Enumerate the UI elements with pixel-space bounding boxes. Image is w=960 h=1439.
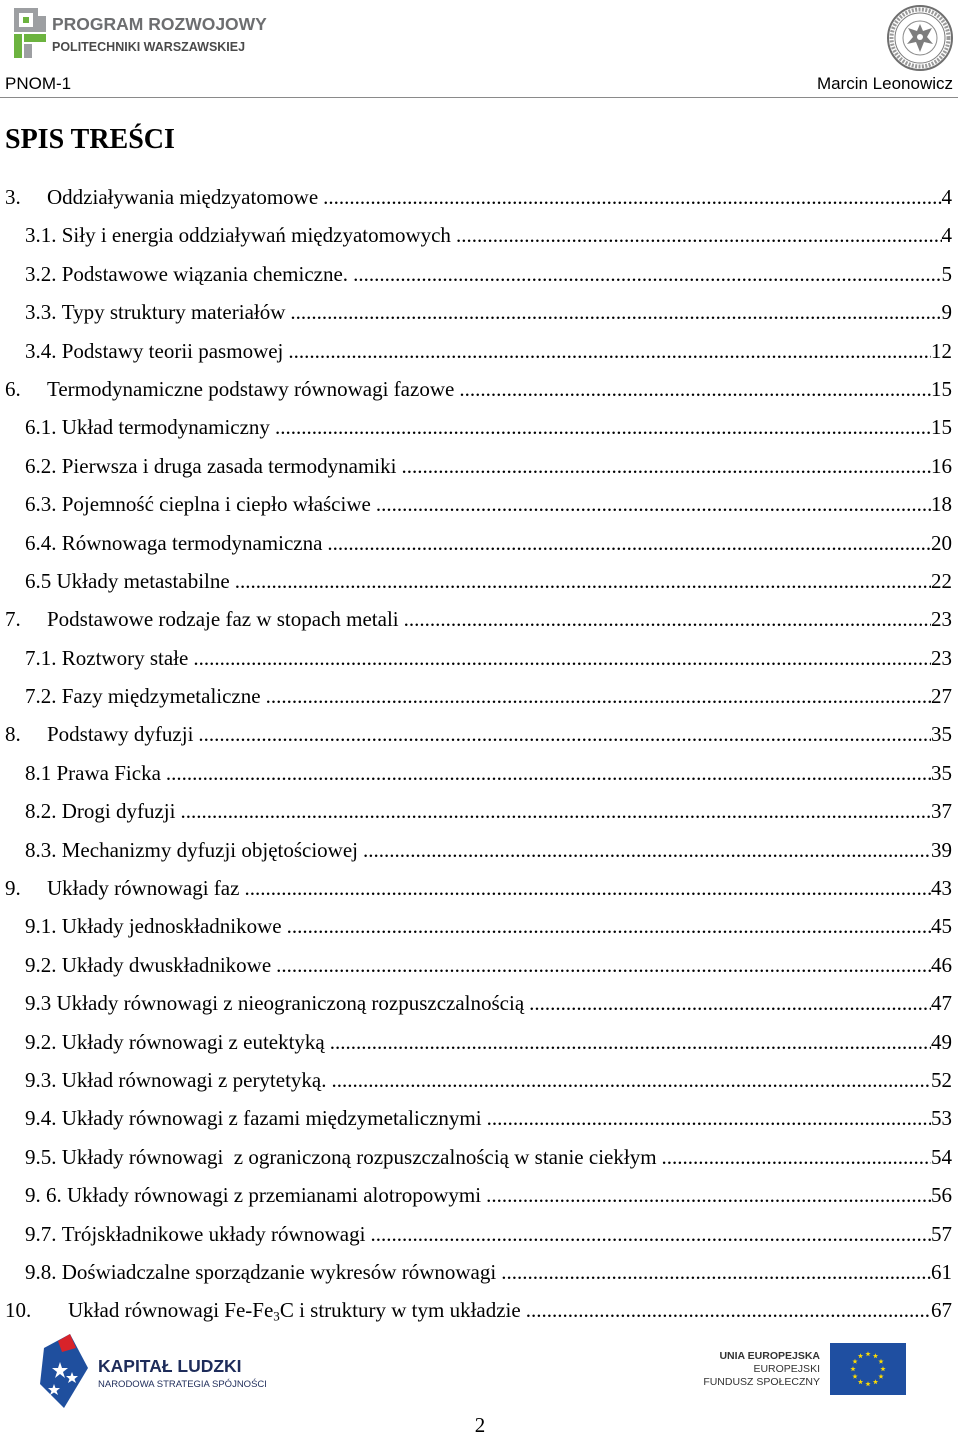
- toc-entry-title: Pojemność cieplna i ciepło właściwe: [61, 492, 371, 517]
- toc-entry-title: Układy równowagi z przemianami alotropowymi: [67, 1183, 482, 1208]
- dot-leader: [288, 332, 931, 370]
- toc-entry-number: 3.: [5, 185, 21, 209]
- toc-entry-title: Podstawowe rodzaje faz w stopach metali: [47, 607, 399, 632]
- toc-entry-number: 6.2.: [25, 453, 57, 478]
- dot-leader: [166, 754, 931, 792]
- toc-entry-page: 61: [931, 1259, 952, 1284]
- toc-entry[interactable]: [5, 332, 952, 370]
- toc-entry-title: Układy równowagi z nieograniczoną rozpuszczalnością: [56, 991, 525, 1016]
- toc-entry-title: Układy równowagi z fazami międzymetalicznymi: [61, 1106, 482, 1131]
- eu-logo-text-line1: UNIA EUROPEJSKA: [719, 1350, 820, 1362]
- toc-entry[interactable]: [5, 677, 952, 715]
- toc-entry-number: 9.4.: [25, 1106, 57, 1131]
- toc-entry-number: 3.3.: [25, 300, 57, 325]
- toc-entry-page: 23: [931, 607, 952, 632]
- toc-entry[interactable]: [5, 984, 952, 1022]
- eu-logo-text-line3: FUNDUSZ SPOŁECZNY: [703, 1376, 820, 1388]
- table-of-contents: [5, 178, 952, 1330]
- toc-entry-number: 9. 6.: [25, 1183, 62, 1208]
- toc-entry-page: 5: [941, 261, 952, 286]
- toc-entry-number: 8.2.: [25, 799, 57, 824]
- toc-entry-title: Podstawy dyfuzji: [47, 722, 194, 747]
- eu-logo-text-line2: EUROPEJSKI: [753, 1363, 820, 1375]
- toc-entry-number: 6.1.: [25, 415, 57, 440]
- page-title: SPIS TREŚCI: [5, 124, 175, 155]
- toc-entry[interactable]: [5, 1176, 952, 1214]
- toc-entry-page: 15: [931, 376, 952, 401]
- toc-entry-page: 35: [931, 722, 952, 747]
- toc-entry[interactable]: [5, 1099, 952, 1137]
- toc-entry[interactable]: [5, 178, 952, 216]
- toc-entry-page: 53: [931, 1106, 952, 1131]
- program-rozwojowy-logo: [14, 6, 270, 62]
- toc-entry-title: Układy równowagi z ograniczoną rozpuszczalnością w stanie ciekłym: [61, 1144, 657, 1169]
- toc-entry[interactable]: [5, 562, 952, 600]
- dot-leader: [487, 1099, 931, 1137]
- toc-entry-title: Mechanizmy dyfuzji objętościowej: [61, 837, 358, 862]
- dot-leader: [244, 869, 931, 907]
- toc-entry-page: 46: [931, 952, 952, 977]
- logo-text-line1: PROGRAM ROZWOJOWY: [52, 14, 267, 34]
- toc-entry[interactable]: [5, 1061, 952, 1099]
- dot-leader: [193, 639, 931, 677]
- dot-leader: [266, 677, 931, 715]
- toc-entry[interactable]: [5, 639, 952, 677]
- dot-leader: [363, 831, 931, 869]
- toc-entry[interactable]: [5, 255, 952, 293]
- dot-leader: [501, 1253, 931, 1291]
- toc-entry-page: 57: [931, 1221, 952, 1246]
- toc-entry-page: 52: [931, 1067, 952, 1092]
- kapital-ludzki-logo: [38, 1332, 268, 1410]
- dot-leader: [332, 1061, 932, 1099]
- toc-entry-page: 18: [931, 492, 952, 517]
- university-seal-icon: [886, 4, 954, 72]
- toc-entry[interactable]: [5, 1253, 952, 1291]
- toc-entry-title: Oddziaływania międzyatomowe: [47, 185, 319, 209]
- toc-entry-number: 7.1.: [25, 645, 57, 670]
- toc-entry-page: 39: [931, 837, 952, 862]
- toc-entry[interactable]: [5, 370, 952, 408]
- dot-leader: [180, 792, 931, 830]
- toc-entry[interactable]: [5, 485, 952, 523]
- toc-entry[interactable]: [5, 216, 952, 254]
- toc-entry-title: Prawa Ficka: [56, 760, 161, 785]
- toc-entry-title: Typy struktury materiałów: [61, 300, 286, 325]
- toc-entry-page: 54: [931, 1144, 952, 1169]
- toc-entry-page: 16: [931, 453, 952, 478]
- dot-leader: [526, 1291, 931, 1329]
- toc-entry-page: 4: [941, 223, 952, 248]
- toc-entry-title: [68, 1291, 521, 1329]
- toc-entry-title: Podstawy teorii pasmowej: [61, 338, 284, 363]
- toc-entry-number: 9.5.: [25, 1144, 57, 1169]
- dot-leader: [459, 370, 931, 408]
- toc-entry-title: Układy równowagi z eutektyką: [61, 1029, 325, 1054]
- toc-entry[interactable]: [5, 1215, 952, 1253]
- subscript-text: 3: [273, 1308, 280, 1324]
- dot-leader: [198, 715, 931, 753]
- toc-entry-number: 9.: [5, 876, 21, 901]
- dot-leader: [662, 1138, 931, 1176]
- toc-entry-number: 9.8.: [25, 1259, 57, 1284]
- toc-entry-page: 20: [931, 530, 952, 555]
- toc-entry-page: 12: [931, 338, 952, 363]
- toc-entry-number: 9.7.: [25, 1221, 57, 1246]
- toc-entry[interactable]: [5, 447, 952, 485]
- dot-leader: [276, 946, 931, 984]
- toc-entry[interactable]: [5, 524, 952, 562]
- dot-leader: [353, 255, 941, 293]
- toc-entry-number: 7.: [5, 607, 21, 632]
- title-part: Układ równowagi Fe-Fe: [68, 1298, 274, 1323]
- toc-entry-number: 9.3.: [25, 1067, 57, 1092]
- toc-entry-number: 6.3.: [25, 492, 57, 517]
- dot-leader: [287, 907, 931, 945]
- toc-entry-number: 9.2.: [25, 952, 57, 977]
- toc-entry-title: Układy metastabilne: [56, 568, 230, 593]
- toc-entry-title: Układy dwuskładnikowe: [61, 952, 272, 977]
- dot-leader: [290, 293, 941, 331]
- dot-leader: [529, 984, 931, 1022]
- eu-logo-text: [703, 1350, 820, 1389]
- toc-entry-page: 27: [931, 684, 952, 709]
- title-part: C i struktury w tym układzie: [279, 1298, 521, 1323]
- toc-entry-title: Roztwory stałe: [61, 645, 189, 670]
- toc-entry-title: Układy jednoskładnikowe: [61, 914, 282, 939]
- kapital-ludzki-logo-icon: [38, 1332, 90, 1410]
- toc-entry-page: 43: [931, 876, 952, 901]
- toc-entry[interactable]: [5, 907, 952, 945]
- toc-entry-number: 8.: [5, 722, 21, 747]
- toc-entry-title: Układ równowagi z perytetyką.: [61, 1067, 327, 1092]
- toc-entry-number: 10.: [5, 1298, 32, 1323]
- toc-entry[interactable]: [5, 754, 952, 792]
- toc-entry[interactable]: [5, 293, 952, 331]
- toc-entry-title: Fazy międzymetaliczne: [61, 684, 261, 709]
- toc-entry[interactable]: [5, 1291, 952, 1329]
- eu-flag-icon: [830, 1343, 906, 1395]
- toc-entry[interactable]: [5, 1138, 952, 1176]
- dot-leader: [330, 1023, 931, 1061]
- dot-leader: [235, 562, 931, 600]
- dot-leader: [323, 178, 941, 216]
- toc-entry-number: 7.2.: [25, 684, 57, 709]
- toc-entry-number: 8.3.: [25, 837, 57, 862]
- dot-leader: [275, 408, 931, 446]
- toc-entry-page: 37: [931, 799, 952, 824]
- toc-entry-page: 23: [931, 645, 952, 670]
- kl-logo-text-line1: KAPITAŁ LUDZKI: [98, 1356, 242, 1376]
- toc-entry-page: 35: [931, 760, 952, 785]
- page-number: 2: [474, 1413, 486, 1437]
- toc-entry-number: 8.1: [25, 760, 52, 785]
- toc-entry-title: Podstawowe wiązania chemiczne.: [61, 261, 349, 286]
- author-name: Marcin Leonowicz: [816, 74, 953, 93]
- toc-entry-number: 9.3: [25, 991, 52, 1016]
- toc-entry-page: 49: [931, 1029, 952, 1054]
- toc-entry-number: 6.4.: [25, 530, 57, 555]
- toc-entry-title: Trójskładnikowe układy równowagi: [61, 1221, 366, 1246]
- toc-entry-title: Układ termodynamiczny: [61, 415, 270, 440]
- toc-entry-title: Siły i energia oddziaływań międzyatomowych: [61, 223, 451, 248]
- toc-entry[interactable]: [5, 715, 952, 753]
- toc-entry[interactable]: [5, 1023, 952, 1061]
- toc-entry-title: Drogi dyfuzji: [61, 799, 176, 824]
- toc-entry-title: Doświadczalne sporządzanie wykresów równowagi: [61, 1259, 497, 1284]
- header-divider: [0, 97, 958, 98]
- dot-leader: [404, 600, 931, 638]
- toc-entry-page: 45: [931, 914, 952, 939]
- toc-entry-page: 47: [931, 991, 952, 1016]
- toc-entry-number: 6.: [5, 376, 21, 401]
- toc-entry[interactable]: [5, 946, 952, 984]
- toc-entry-title: Termodynamiczne podstawy równowagi fazowe: [47, 376, 455, 401]
- toc-entry-page: 22: [931, 568, 952, 593]
- kl-logo-text-line2: NARODOWA STRATEGIA SPÓJNOŚCI: [98, 1379, 267, 1390]
- dot-leader: [376, 485, 931, 523]
- dot-leader: [370, 1215, 931, 1253]
- toc-entry-title: Pierwsza i druga zasada termodynamiki: [61, 453, 397, 478]
- document-code: PNOM-1: [5, 74, 72, 93]
- toc-entry[interactable]: [5, 831, 952, 869]
- toc-entry-page: 15: [931, 415, 952, 440]
- toc-entry[interactable]: [5, 600, 952, 638]
- program-rozwojowy-logo-icon: [14, 8, 48, 60]
- toc-entry[interactable]: [5, 792, 952, 830]
- toc-entry-number: 6.5: [25, 568, 52, 593]
- dot-leader: [456, 216, 942, 254]
- toc-entry-title: Układy równowagi faz: [47, 876, 240, 901]
- toc-entry-number: 3.4.: [25, 338, 57, 363]
- toc-entry-page: 67: [931, 1298, 952, 1323]
- toc-entry-number: 3.2.: [25, 261, 57, 286]
- toc-entry-number: 9.1.: [25, 914, 57, 939]
- toc-entry-title: Równowaga termodynamiczna: [61, 530, 323, 555]
- toc-entry-number: 9.2.: [25, 1029, 57, 1054]
- toc-entry-number: 3.1.: [25, 223, 57, 248]
- toc-entry-page: 9: [941, 300, 952, 325]
- dot-leader: [327, 524, 931, 562]
- toc-entry[interactable]: [5, 869, 952, 907]
- toc-entry[interactable]: [5, 408, 952, 446]
- toc-entry-page: 56: [931, 1183, 952, 1208]
- dot-leader: [486, 1176, 931, 1214]
- logo-text-line2: POLITECHNIKI WARSZAWSKIEJ: [52, 40, 246, 54]
- dot-leader: [401, 447, 931, 485]
- toc-entry-page: 4: [941, 185, 952, 209]
